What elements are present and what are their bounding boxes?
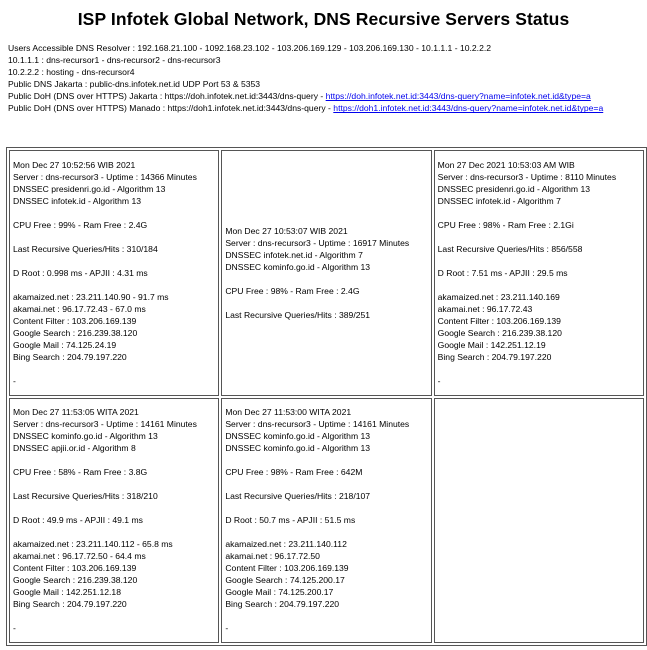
status-line: DNSSEC apjii.or.id - Algorithm 8 bbox=[13, 443, 136, 454]
line-gap bbox=[225, 478, 427, 490]
line-gap bbox=[13, 279, 215, 291]
server-status-cell bbox=[434, 150, 644, 396]
status-line: CPU Free : 98% - Ram Free : 642M bbox=[225, 467, 363, 478]
page-title: ISP Infotek Global Network, DNS Recursive Servers Status bbox=[77, 9, 570, 29]
status-line: Server : dns-recursor3 - Uptime : 14161 Minutes bbox=[225, 419, 410, 430]
line-gap bbox=[13, 231, 215, 243]
table-row bbox=[9, 150, 644, 396]
line-gap bbox=[13, 207, 215, 219]
status-line: Last Recursive Queries/Hits : 856/558 bbox=[437, 243, 583, 254]
status-line: Bing Search : 204.79.197.220 bbox=[13, 351, 127, 362]
doh-manado-line bbox=[8, 102, 638, 114]
status-line: - bbox=[225, 623, 229, 634]
status-line: Server : dns-recursor3 - Uptime : 8110 Minutes bbox=[437, 171, 617, 182]
status-line: Content Filter : 103.206.169.139 bbox=[225, 563, 349, 574]
status-line: CPU Free : 58% - Ram Free : 3.8G bbox=[13, 467, 148, 478]
line-gap bbox=[225, 610, 427, 622]
status-line: Google Search : 216.239.38.120 bbox=[13, 575, 138, 586]
server-status-cell bbox=[221, 398, 431, 644]
status-line: - bbox=[437, 375, 441, 386]
status-line: Last Recursive Queries/Hits : 218/107 bbox=[225, 491, 371, 502]
line-gap bbox=[438, 207, 640, 219]
status-line: DNSSEC kominfo.go.id - Algorithm 13 bbox=[225, 261, 371, 272]
resolver-info bbox=[8, 42, 638, 115]
status-line: Last Recursive Queries/Hits : 389/251 bbox=[225, 309, 371, 320]
status-line: Google Search : 74.125.200.17 bbox=[225, 575, 345, 586]
line-gap bbox=[225, 526, 427, 538]
status-line: D Root : 50.7 ms - APJII : 51.5 ms bbox=[225, 515, 356, 526]
status-line: D Root : 49.9 ms - APJII : 49.1 ms bbox=[13, 515, 143, 526]
status-line: Google Search : 216.239.38.120 bbox=[13, 327, 138, 338]
line-gap bbox=[13, 502, 215, 514]
doh-manado-link[interactable]: https://doh1.infotek.net.id:3443/dns-query?name=infotek.net.id&type=a bbox=[333, 103, 604, 114]
status-line: akamai.net : 96.17.72.50 - 64.4 ms bbox=[13, 551, 146, 562]
status-line: Mon 27 Dec 2021 10:53:03 AM WIB bbox=[437, 159, 575, 170]
doh-manado-label: Public DoH (DNS over HTTPS) Manado : https://doh1.infotek.net.id:3443/dns-query - bbox=[8, 103, 334, 114]
status-line: CPU Free : 98% - Ram Free : 2.1Gi bbox=[437, 219, 574, 230]
status-line: Content Filter : 103.206.169.139 bbox=[13, 315, 137, 326]
status-line: akamai.net : 96.17.72.43 bbox=[437, 303, 533, 314]
status-line: Server : dns-recursor3 - Uptime : 14161 Minutes bbox=[13, 419, 197, 430]
status-line: akamaized.net : 23.211.140.90 - 91.7 ms bbox=[13, 291, 169, 302]
status-line: Google Mail : 142.251.12.19 bbox=[437, 339, 546, 350]
line-gap bbox=[13, 526, 215, 538]
status-line: Last Recursive Queries/Hits : 318/210 bbox=[13, 491, 158, 502]
doh-jakarta-link[interactable]: https://doh.infotek.net.id:3443/dns-query?name=infotek.net.id&type=a bbox=[325, 91, 591, 102]
line-gap bbox=[13, 454, 215, 466]
status-line: akamai.net : 96.17.72.43 - 67.0 ms bbox=[13, 303, 146, 314]
status-line: CPU Free : 99% - Ram Free : 2.4G bbox=[13, 219, 148, 230]
info-line: 10.2.2.2 : hosting - dns-recursor4 bbox=[8, 67, 135, 78]
server-status-cell bbox=[9, 398, 219, 644]
status-line: Mon Dec 27 11:53:05 WITA 2021 bbox=[13, 407, 139, 418]
status-line: DNSSEC infotek.net.id - Algorithm 7 bbox=[225, 249, 363, 260]
status-line: CPU Free : 98% - Ram Free : 2.4G bbox=[225, 285, 360, 296]
status-line: Mon Dec 27 11:53:00 WITA 2021 bbox=[225, 407, 352, 418]
status-line: Server : dns-recursor3 - Uptime : 16917 Minutes bbox=[225, 237, 410, 248]
status-line: akamaized.net : 23.211.140.112 bbox=[225, 539, 347, 550]
doh-jakarta-line bbox=[8, 90, 638, 102]
line-gap bbox=[225, 454, 427, 466]
line-gap bbox=[13, 255, 215, 267]
line-gap bbox=[13, 478, 215, 490]
status-line: Google Mail : 142.251.12.18 bbox=[13, 587, 121, 598]
status-line: DNSSEC presidenri.go.id - Algorithm 13 bbox=[13, 183, 166, 194]
status-line: akamaized.net : 23.211.140.169 bbox=[437, 291, 560, 302]
status-line: akamaized.net : 23.211.140.112 - 65.8 ms bbox=[13, 539, 173, 550]
info-line: Public DNS Jakarta : public-dns.infotek.net.id UDP Port 53 & 5353 bbox=[8, 79, 261, 90]
server-status-cell bbox=[434, 398, 644, 644]
line-gap bbox=[438, 363, 640, 375]
status-line: Last Recursive Queries/Hits : 310/184 bbox=[13, 243, 158, 254]
line-gap bbox=[438, 255, 640, 267]
server-status-cell bbox=[221, 150, 431, 396]
status-line: DNSSEC kominfo.go.id - Algorithm 13 bbox=[225, 443, 371, 454]
status-line: D Root : 0.998 ms - APJII : 4.31 ms bbox=[13, 267, 148, 278]
status-line: Google Mail : 74.125.200.17 bbox=[225, 587, 334, 598]
status-line: - bbox=[13, 623, 16, 634]
table-row bbox=[9, 398, 644, 644]
status-line: Mon Dec 27 10:52:56 WIB 2021 bbox=[13, 159, 136, 170]
doh-jakarta-label: Public DoH (DNS over HTTPS) Jakarta : https://doh.infotek.net.id:3443/dns-query - bbox=[8, 91, 326, 102]
status-line: Server : dns-recursor3 - Uptime : 14366 Minutes bbox=[13, 171, 197, 182]
status-line: DNSSEC presidenri.go.id - Algorithm 13 bbox=[437, 183, 591, 194]
status-line: Content Filter : 103.206.169.139 bbox=[437, 315, 561, 326]
line-gap bbox=[438, 279, 640, 291]
status-line: DNSSEC infotek.id - Algorithm 7 bbox=[437, 195, 561, 206]
server-status-cell bbox=[9, 150, 219, 396]
line-gap bbox=[225, 297, 427, 309]
status-line: DNSSEC kominfo.go.id - Algorithm 13 bbox=[225, 431, 371, 442]
line-gap bbox=[13, 363, 215, 375]
status-line: akamai.net : 96.17.72.50 bbox=[225, 551, 320, 562]
line-gap bbox=[225, 273, 427, 285]
status-line: Bing Search : 204.79.197.220 bbox=[437, 351, 552, 362]
status-line: D Root : 7.51 ms - APJII : 29.5 ms bbox=[437, 267, 568, 278]
info-line: 10.1.1.1 : dns-recursor1 - dns-recursor2 - dns-recursor3 bbox=[8, 55, 221, 66]
status-line: DNSSEC infotek.id - Algorithm 13 bbox=[13, 195, 142, 206]
status-line: Content Filter : 103.206.169.139 bbox=[13, 563, 137, 574]
status-line: Mon Dec 27 10:53:07 WIB 2021 bbox=[225, 225, 348, 236]
status-line: - bbox=[13, 375, 16, 386]
status-line: DNSSEC kominfo.go.id - Algorithm 13 bbox=[13, 431, 158, 442]
info-line: Users Accessible DNS Resolver : 192.168.21.100 - 1092.168.23.102 - 103.206.169.129 - 103.206.169.130 - 10.1.1.1 - 10.2.2.2 bbox=[8, 43, 492, 53]
status-table bbox=[6, 147, 647, 646]
status-line: Google Mail : 74.125.24.19 bbox=[13, 339, 117, 350]
line-gap bbox=[225, 502, 427, 514]
line-gap bbox=[438, 231, 640, 243]
line-gap bbox=[13, 610, 215, 622]
status-line: Bing Search : 204.79.197.220 bbox=[225, 599, 340, 610]
status-line: Bing Search : 204.79.197.220 bbox=[13, 599, 127, 610]
status-line: Google Search : 216.239.38.120 bbox=[437, 327, 562, 338]
